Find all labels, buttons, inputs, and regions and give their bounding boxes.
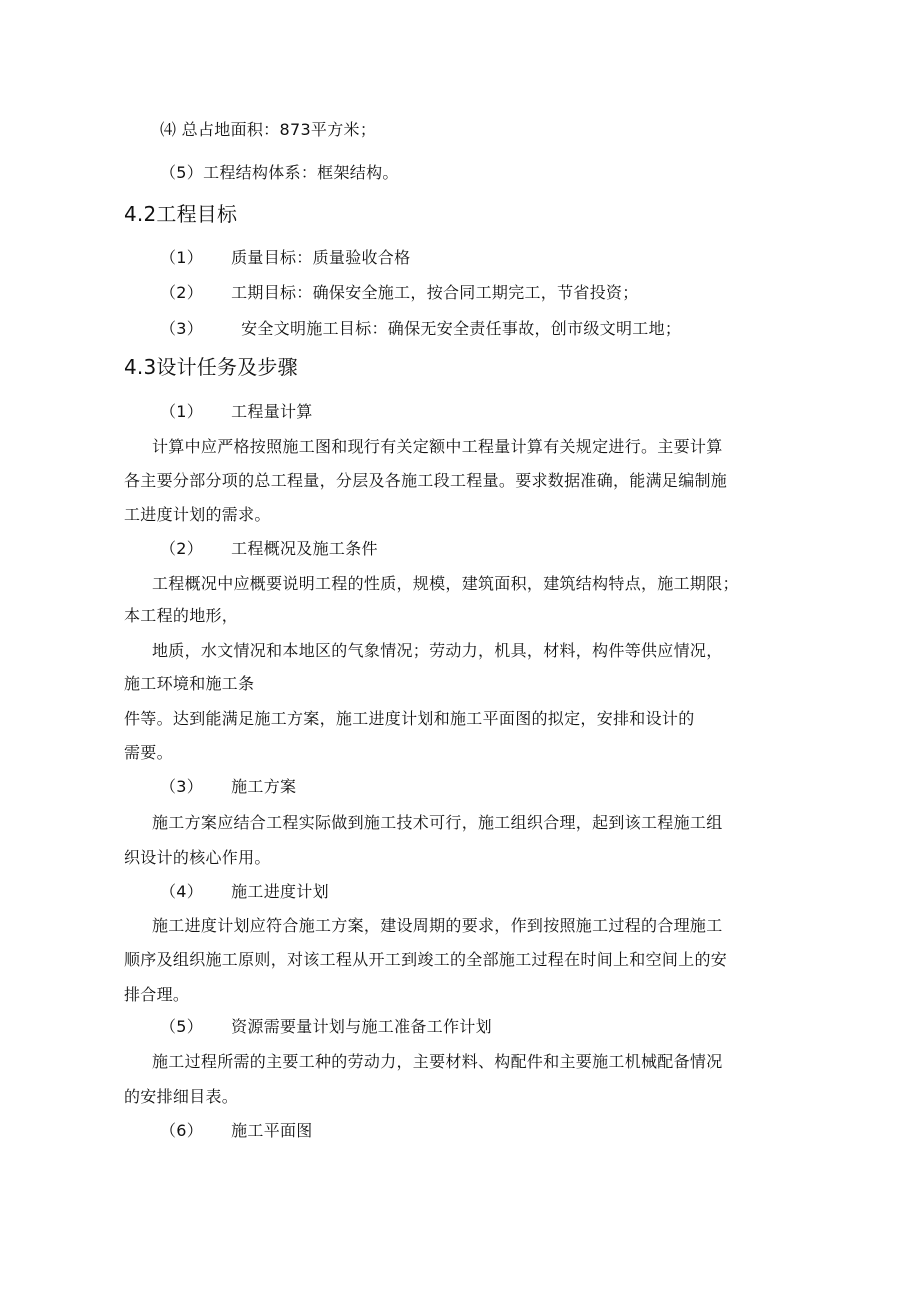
subsection-number: （4） (160, 882, 204, 901)
subsection-title: 施工方案 (231, 777, 297, 796)
goal-item-schedule (160, 283, 639, 303)
subsection-site-plan (160, 1121, 313, 1141)
subsection-title: 资源需要量计划与施工准备工作计划 (231, 1017, 492, 1036)
goal-number: （1） (160, 248, 204, 267)
paragraph-line: 施工过程所需的主要工种的劳动力，主要材料、构配件和主要施工机械配备情况 (152, 1052, 723, 1071)
subsection-resource-plan (160, 1017, 492, 1037)
paragraph-line: 排合理。 (124, 985, 190, 1004)
subsection-title: 施工平面图 (231, 1121, 313, 1140)
subsection-title: 施工进度计划 (231, 882, 329, 901)
subsection-title: 工程量计算 (231, 402, 313, 421)
subsection-number: （6） (160, 1121, 204, 1140)
goal-text: 工期目标：确保安全施工，按合同工期完工，节省投资； (231, 283, 639, 302)
paragraph-line: 工进度计划的需求。 (124, 505, 271, 524)
paragraph-line: 施工进度计划应符合施工方案，建设周期的要求，作到按照施工过程的合理施工 (152, 916, 723, 935)
subsection-quantity-calculation (160, 402, 313, 422)
subsection-progress-schedule (160, 882, 329, 902)
subsection-construction-plan (160, 777, 296, 797)
goal-number: （2） (160, 283, 204, 302)
goal-item-quality (160, 248, 410, 268)
section-heading-4-3: 4.3设计任务及步骤 (124, 355, 298, 379)
paragraph-line: 工程概况中应概要说明工程的性质，规模，建筑面积，建筑结构特点，施工期限； (152, 574, 739, 593)
paragraph-line: 件等。达到能满足施工方案，施工进度计划和施工平面图的拟定，安排和设计的 (124, 709, 695, 728)
goal-text: 安全文明施工目标：确保无安全责任事故，创市级文明工地； (241, 319, 682, 338)
paragraph-line: 织设计的核心作用。 (124, 848, 271, 867)
paragraph-line: 本工程的地形， (124, 606, 239, 625)
item-5-structure-system: （5）工程结构体系：框架结构。 (160, 163, 399, 182)
item-4-total-area: ⑷ 总占地面积：873平方米； (160, 120, 377, 139)
paragraph-line: 施工环境和施工条 (124, 674, 255, 693)
subsection-number: （3） (160, 777, 204, 796)
subsection-number: （1） (160, 402, 204, 421)
paragraph-line: 地质，水文情况和本地区的气象情况；劳动力，机具，材料，构件等供应情况， (152, 641, 723, 660)
paragraph-line: 的安排细目表。 (124, 1087, 239, 1106)
goal-text: 质量目标：质量验收合格 (231, 248, 411, 267)
section-heading-4-2: 4.2工程目标 (124, 202, 238, 226)
subsection-title: 工程概况及施工条件 (231, 539, 378, 558)
paragraph-line: 顺序及组织施工原则，对该工程从开工到竣工的全部施工过程在时间上和空间上的安 (124, 950, 728, 969)
subsection-project-overview (160, 539, 378, 559)
paragraph-line: 施工方案应结合工程实际做到施工技术可行，施工组织合理，起到该工程施工组 (152, 813, 723, 832)
goal-number: （3） (160, 319, 204, 338)
subsection-number: （5） (160, 1017, 204, 1036)
subsection-number: （2） (160, 539, 204, 558)
paragraph-line: 需要。 (124, 743, 173, 762)
paragraph-line: 计算中应严格按照施工图和现行有关定额中工程量计算有关规定进行。主要计算 (152, 437, 723, 456)
goal-item-safety (160, 319, 681, 339)
paragraph-line: 各主要分部分项的总工程量，分层及各施工段工程量。要求数据准确，能满足编制施 (124, 471, 728, 490)
